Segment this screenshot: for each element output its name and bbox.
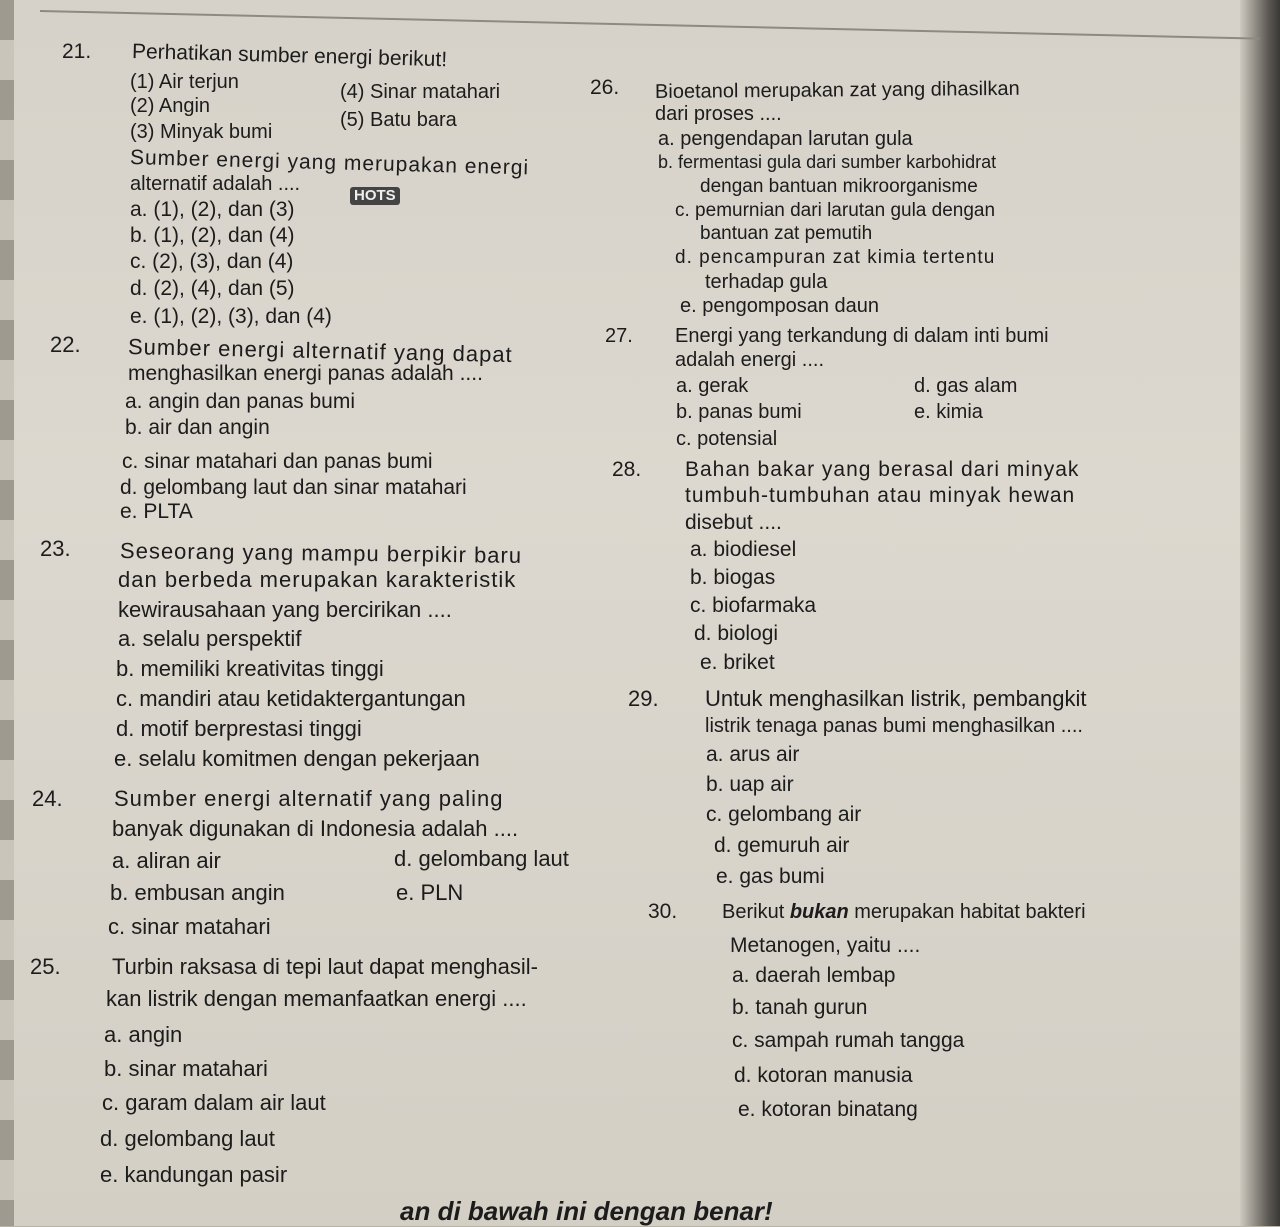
- question-stem: Untuk menghasilkan listrik, pembangkit: [705, 686, 1087, 711]
- page-binding: [0, 0, 14, 1226]
- question-number: 25.: [30, 954, 61, 979]
- question-stem: Sumber energi alternatif yang dapat: [127, 334, 513, 368]
- question-stem: Sumber energi alternatif yang paling: [114, 786, 504, 811]
- question-stem: kan listrik dengan memanfaatkan energi ....: [106, 986, 527, 1011]
- option-d: d. kotoran manusia: [734, 1064, 913, 1087]
- source-item: (5) Batu bara: [340, 109, 457, 131]
- question-stem: tumbuh-tumbuhan atau minyak hewan: [685, 484, 1076, 507]
- option-d: d. gelombang laut dan sinar matahari: [120, 476, 467, 499]
- option-d-cont: terhadap gula: [705, 271, 828, 293]
- option-a: a. angin dan panas bumi: [125, 390, 356, 413]
- option-b: b. fermentasi gula dari sumber karbohidrat: [658, 152, 997, 172]
- question-number: 22.: [50, 332, 81, 357]
- option-b: b. panas bumi: [676, 401, 802, 423]
- option-b: b. biogas: [690, 566, 776, 589]
- option-a: a. gerak: [676, 375, 749, 397]
- option-a: a. pengendapan larutan gula: [658, 128, 913, 150]
- option-c-cont: bantuan zat pemutih: [700, 223, 873, 244]
- question-number: 30.: [648, 900, 678, 923]
- question-stem: Turbin raksasa di tepi laut dapat menghasil-: [112, 954, 538, 979]
- option-e: e. PLN: [396, 880, 464, 905]
- question-number: 21.: [62, 40, 92, 63]
- question-number: 28.: [612, 458, 642, 481]
- option-e: e. pengomposan daun: [680, 295, 880, 317]
- question-number: 23.: [40, 536, 71, 561]
- question-stem: menghasilkan energi panas adalah ....: [128, 362, 483, 385]
- option-d: d. gelombang laut: [100, 1126, 275, 1151]
- option-a: a. daerah lembap: [732, 964, 896, 987]
- option-d: d. pencampuran zat kimia tertentu: [675, 247, 996, 268]
- option-c: c. biofarmaka: [690, 594, 817, 617]
- question-stem: dari proses ....: [655, 103, 782, 125]
- option-a: a. selalu perspektif: [118, 626, 302, 651]
- page-edge-shadow: [1240, 0, 1280, 1226]
- option-e: e. (1), (2), (3), dan (4): [130, 305, 332, 328]
- option-a: a. (1), (2), dan (3): [130, 198, 295, 221]
- option-d: d. (2), (4), dan (5): [130, 277, 295, 300]
- option-c: c. (2), (3), dan (4): [130, 250, 294, 273]
- option-e: e. gas bumi: [716, 865, 825, 888]
- question-stem: Energi yang terkandung di dalam inti bumi: [675, 325, 1049, 347]
- option-c: c. sampah rumah tangga: [732, 1029, 965, 1052]
- section-instruction: an di bawah ini dengan benar!: [400, 1196, 773, 1226]
- question-stem: dan berbeda merupakan karakteristik: [118, 567, 517, 592]
- option-e: e. PLTA: [120, 500, 193, 523]
- question-stem: Perhatikan sumber energi berikut!: [131, 40, 448, 72]
- option-e: e. selalu komitmen dengan pekerjaan: [114, 746, 480, 771]
- option-d: d. gelombang laut: [394, 846, 569, 871]
- option-e: e. kotoran binatang: [738, 1098, 918, 1121]
- option-e: e. briket: [700, 651, 775, 674]
- option-c: c. mandiri atau ketidaktergantungan: [116, 686, 466, 711]
- question-stem: Bioetanol merupakan zat yang dihasilkan: [654, 77, 1020, 103]
- question-stem: Seseorang yang mampu berpikir baru: [119, 538, 523, 568]
- question-stem: listrik tenaga panas bumi menghasilkan ....: [705, 715, 1083, 737]
- option-c: c. sinar matahari: [108, 914, 271, 939]
- question-stem: Berikut bukan merupakan habitat bakteri: [722, 901, 1086, 923]
- source-item: (4) Sinar matahari: [340, 81, 501, 103]
- question-stem: disebut ....: [685, 511, 782, 534]
- question-number: 29.: [628, 686, 659, 711]
- option-a: a. angin: [104, 1022, 183, 1047]
- question-stem: banyak digunakan di Indonesia adalah ....: [112, 816, 519, 841]
- option-b: b. embusan angin: [110, 880, 285, 905]
- option-d: d. gas alam: [914, 375, 1018, 397]
- option-c: c. pemurnian dari larutan gula dengan: [675, 200, 996, 221]
- option-b: b. (1), (2), dan (4): [130, 224, 295, 247]
- option-e: e. kandungan pasir: [100, 1162, 288, 1187]
- source-item: (1) Air terjun: [130, 71, 239, 93]
- question-stem: Sumber energi yang merupakan energi: [129, 146, 530, 180]
- source-item: (2) Angin: [130, 95, 211, 117]
- option-c: c. sinar matahari dan panas bumi: [122, 450, 433, 473]
- option-c: c. potensial: [676, 428, 778, 450]
- question-stem: Bahan bakar yang berasal dari minyak: [685, 458, 1080, 481]
- option-d: d. motif berprestasi tinggi: [116, 716, 362, 741]
- option-d: d. biologi: [694, 622, 779, 645]
- option-c: c. gelombang air: [706, 803, 862, 826]
- hots-badge: HOTS: [350, 184, 400, 208]
- option-e: e. kimia: [914, 401, 983, 423]
- source-item: (3) Minyak bumi: [130, 121, 273, 143]
- option-b: b. sinar matahari: [104, 1056, 268, 1081]
- question-stem: adalah energi ....: [675, 349, 824, 371]
- option-b: b. tanah gurun: [732, 996, 868, 1019]
- option-b-cont: dengan bantuan mikroorganisme: [700, 176, 978, 197]
- option-a: a. biodiesel: [690, 538, 797, 561]
- question-stem: Metanogen, yaitu ....: [730, 934, 921, 957]
- question-stem: kewirausahaan yang bercirikan ....: [118, 597, 452, 622]
- option-a: a. arus air: [706, 743, 800, 766]
- question-number: 26.: [590, 76, 620, 99]
- option-b: b. uap air: [706, 773, 794, 796]
- option-c: c. garam dalam air laut: [102, 1090, 326, 1115]
- option-b: b. memiliki kreativitas tinggi: [116, 656, 384, 681]
- question-stem: alternatif adalah ....: [130, 173, 301, 195]
- option-a: a. aliran air: [112, 848, 221, 873]
- option-b: b. air dan angin: [125, 416, 270, 439]
- option-d: d. gemuruh air: [714, 834, 850, 857]
- question-number: 27.: [605, 325, 633, 347]
- question-number: 24.: [32, 786, 63, 811]
